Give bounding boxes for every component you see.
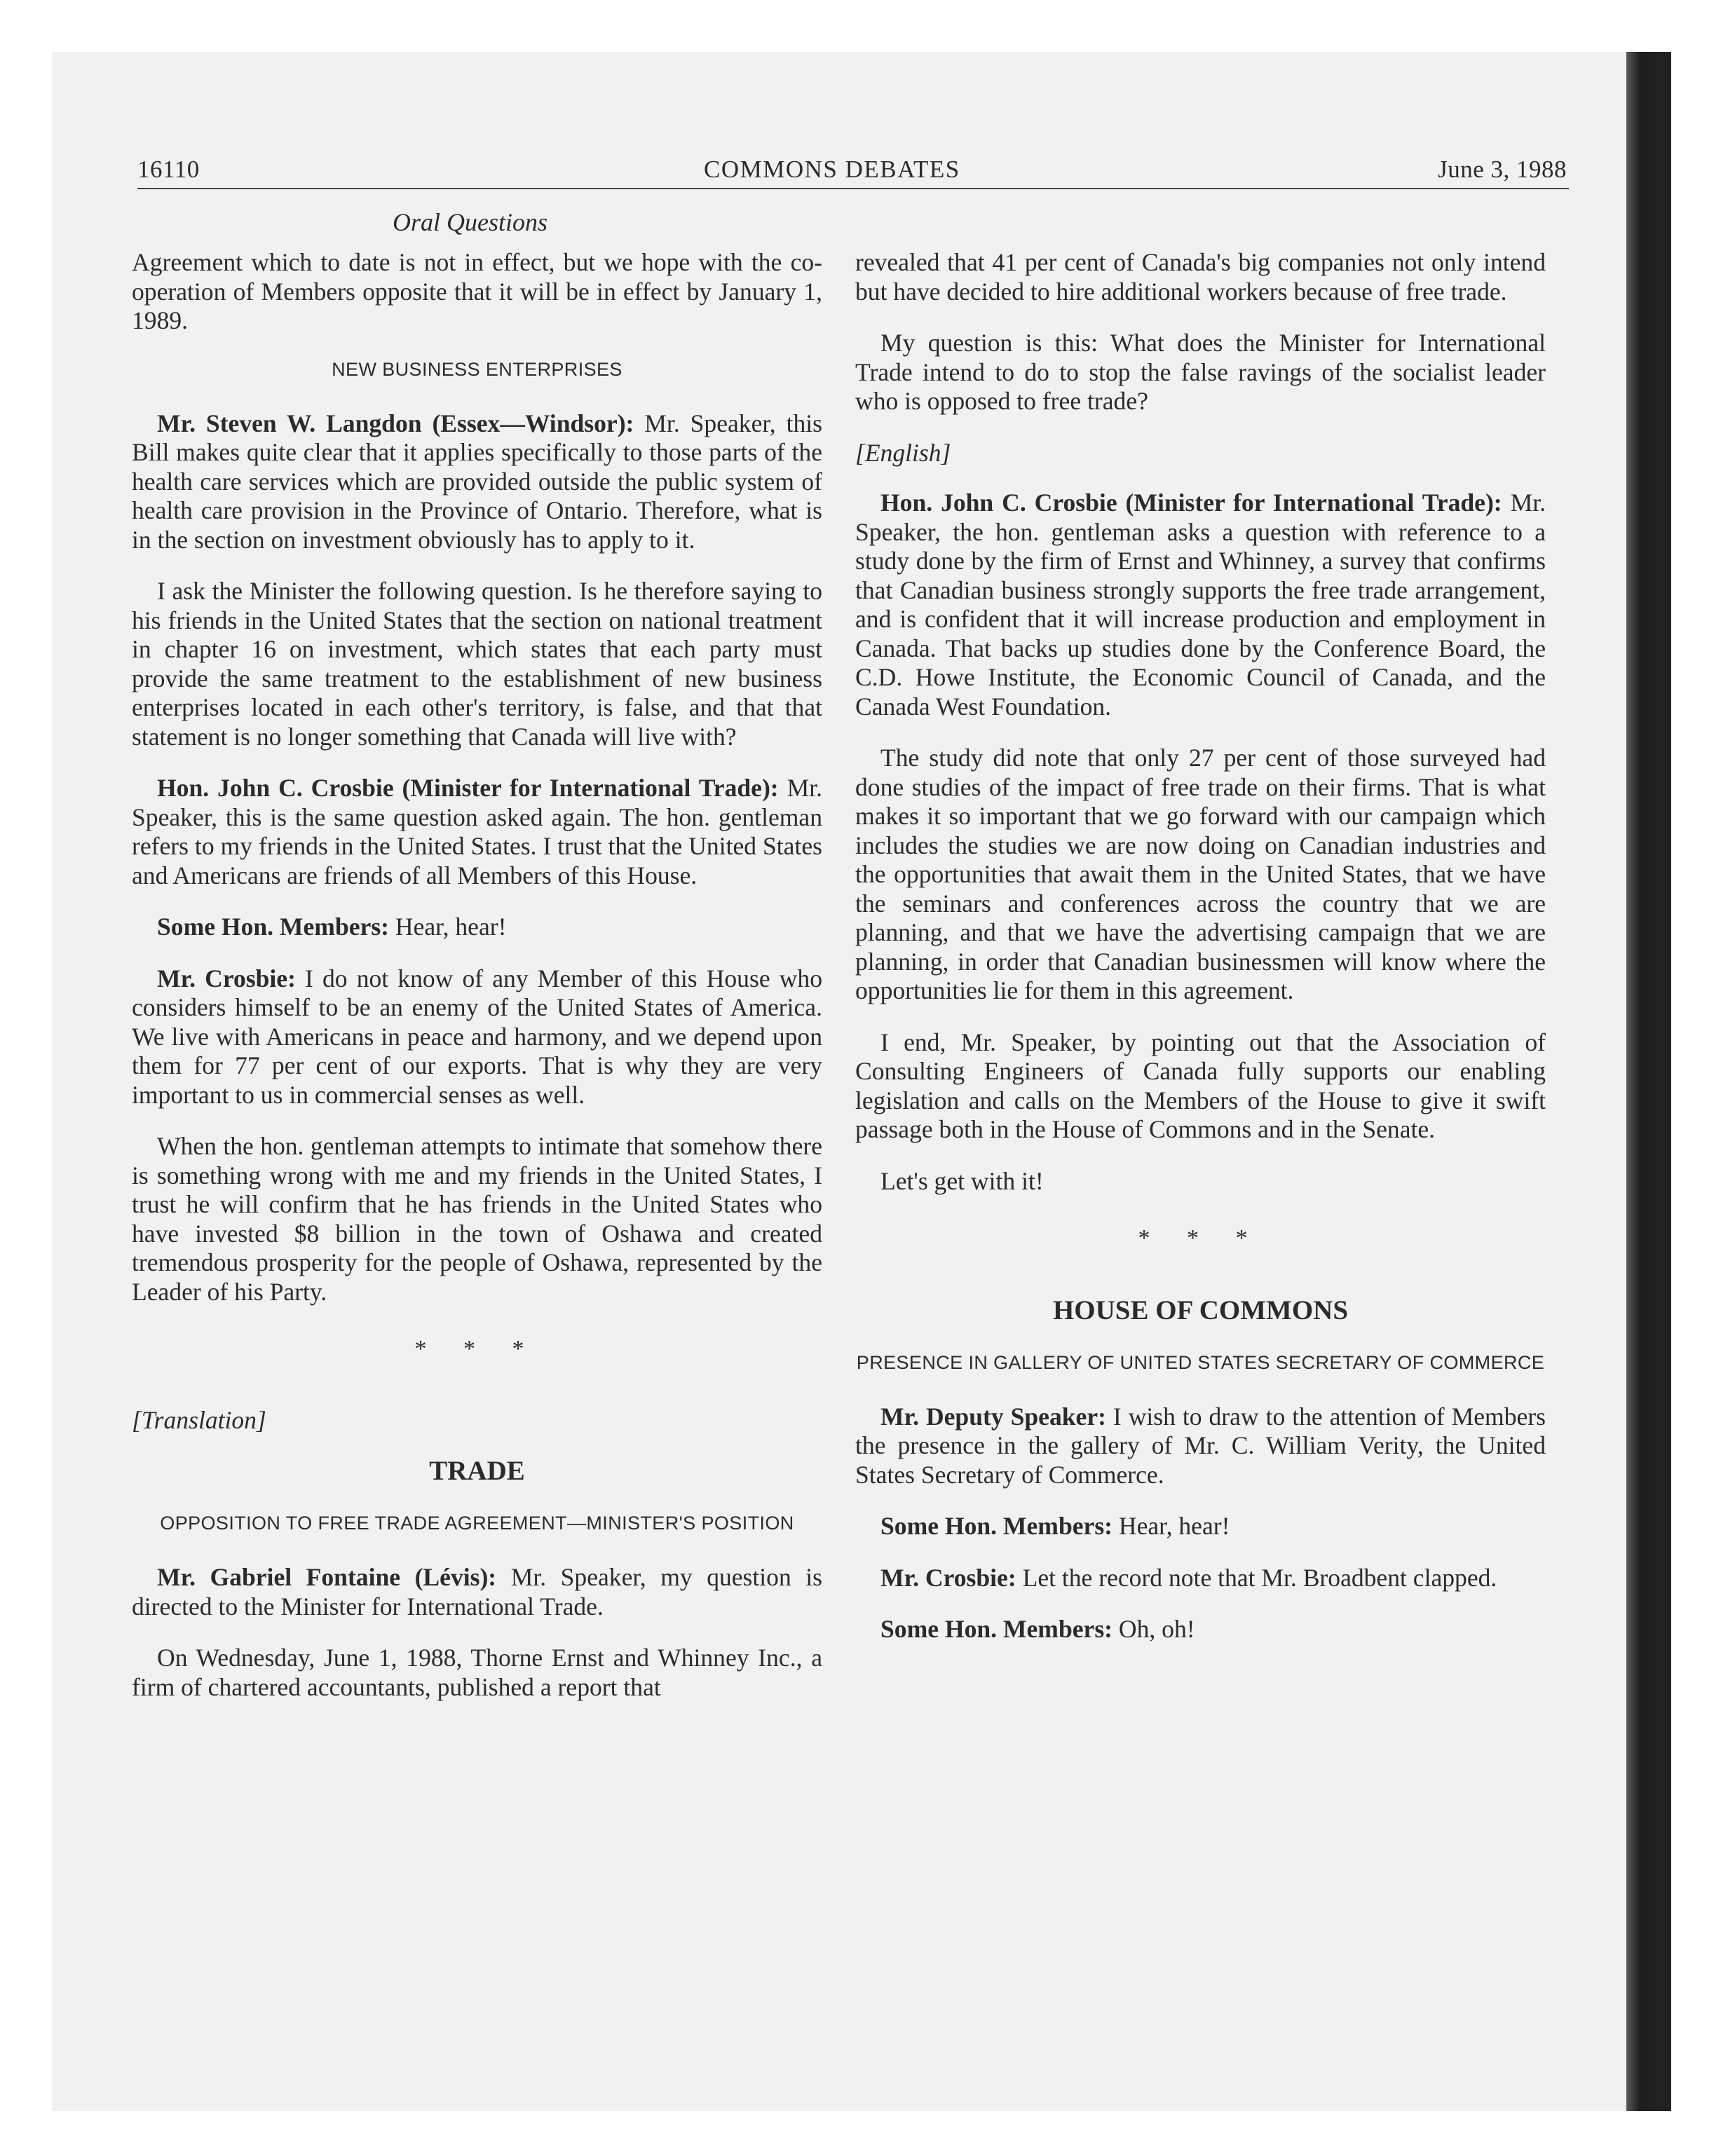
speaker-name: Mr. Steven W. Langdon (Essex—Windsor): [157, 409, 634, 437]
speaker-name: Some Hon. Members: [157, 913, 390, 941]
paragraph: Agreement which to date is not in effect, but we hope with the co-operation of Members opposite that it will be in effect by January 1, 1989. [132, 248, 822, 334]
paragraph: Let's get with it! [880, 1166, 1044, 1195]
subheading: PRESENCE IN GALLERY OF UNITED STATES SECRETARY OF COMMERCE [856, 1351, 1545, 1373]
issue-date: June 3, 1988 [1438, 156, 1567, 183]
section-heading: HOUSE OF COMMONS [1052, 1295, 1349, 1325]
speech-paragraph [855, 489, 1546, 721]
speaker-name: Mr. Crosbie: [157, 964, 296, 992]
section-heading: TRADE [429, 1456, 525, 1486]
section-separator: * * * [1138, 1225, 1263, 1251]
section-label: Oral Questions [393, 208, 548, 236]
speaker-name: Hon. John C. Crosbie (Minister for International Trade): [880, 489, 1502, 517]
speaker-name: Mr. Crosbie: [880, 1563, 1016, 1592]
page-number: 16110 [137, 156, 200, 183]
speech-paragraph [855, 1512, 1546, 1541]
speaker-name: Hon. John C. Crosbie (Minister for International Trade): [157, 774, 779, 802]
speaker-name: Some Hon. Members: [880, 1512, 1113, 1540]
page-binding-edge [1626, 52, 1671, 2111]
section-separator: * * * [414, 1336, 540, 1362]
paragraph: On Wednesday, June 1, 1988, Thorne Ernst and Whinney Inc., a firm of chartered accountants, published a report that [132, 1644, 822, 1701]
translation-label: [Translation] [132, 1405, 266, 1434]
speech-paragraph [855, 1403, 1546, 1490]
speech-text: Mr. Speaker, my question is directed to the Minister for International Trade. [132, 1563, 823, 1621]
speaker-name: Mr. Deputy Speaker: [880, 1402, 1106, 1431]
right-column [855, 248, 1546, 1667]
speech-text: Hear, hear! [389, 913, 507, 941]
speech-text: Mr. Speaker, the hon. gentleman asks a question with reference to a study done by the firm of Ernst and Whinney, a survey that confirms that Canadian business strongly supports the free trade arrangement, and is confident that it will increase production and employment in Canada. That backs up studies done by the Conference Board, the C.D. Howe Institute, the Economic Council of Canada, and the Canada West Foundation. [855, 489, 1546, 721]
speech-paragraph [855, 1615, 1546, 1644]
paragraph: I end, Mr. Speaker, by pointing out that the Association of Consulting Engineers of Canada fully supports our enabling legislation and calls on the Members of the House to give it swift passage both in the House of Commons and in the Senate. [855, 1028, 1546, 1143]
speech-text: Mr. Speaker, this Bill makes quite clear that it applies specifically to those parts of the health care services which are provided outside the public system of health care provision in the Province of Ontario. Therefore, what is in the section on investment obviously has to apply to it. [132, 409, 822, 554]
journal-title: COMMONS DEBATES [704, 156, 960, 183]
speech-text: Hear, hear! [1113, 1512, 1230, 1540]
paragraph: The study did note that only 27 per cent of those surveyed had done studies of the impact of free trade on their firms. That is what makes it so important that we go forward with our campaign which includes the studies we are now doing on Canadian industries and the opportunities that await them in the United States, that we have the seminars and conferences across the country that we are planning, and that we have the advertising campaign that we are planning, in order that Canadian businessmen will know where the opportunities lie for them in this agreement. [855, 744, 1546, 1004]
speaker-name: Some Hon. Members: [880, 1615, 1113, 1643]
speech-paragraph [132, 409, 822, 555]
paragraph: I ask the Minister the following question. Is he therefore saying to his friends in the United States that the section on national treatment in chapter 16 on investment, which states that each party must provide the same treatment to the establishment of new business enterprises located in each other's territory, is false, and that that statement is no longer something that Canada will live with? [132, 577, 822, 751]
speech-paragraph [132, 1563, 822, 1621]
speech-text: Let the record note that Mr. Broadbent clapped. [1016, 1563, 1497, 1592]
speech-paragraph [132, 913, 822, 942]
subheading: OPPOSITION TO FREE TRADE AGREEMENT—MINISTER'S POSITION [160, 1513, 794, 1534]
speech-paragraph [132, 774, 822, 890]
speaker-name: Mr. Gabriel Fontaine (Lévis): [157, 1563, 497, 1591]
speech-paragraph [855, 1564, 1546, 1593]
speech-text: Oh, oh! [1113, 1615, 1195, 1643]
speech-text: I do not know of any Member of this House who considers himself to be an enemy of the United States of America. We live with Americans in peace and harmony, and we depend upon them for 77 per cent of our exports. That is why they are very important to us in commercial senses as well. [132, 964, 823, 1109]
english-label: [English] [855, 438, 951, 467]
subheading: NEW BUSINESS ENTERPRISES [332, 358, 622, 380]
speech-paragraph [132, 964, 822, 1110]
paragraph: My question is this: What does the Minister for International Trade intend to do to stop the false ravings of the socialist leader who is opposed to free trade? [855, 329, 1546, 415]
speech-text: I wish to draw to the attention of Members the presence in the gallery of Mr. C. William Verity, the United States Secretary of Commerce. [855, 1402, 1546, 1489]
header-rule [137, 188, 1569, 189]
left-column [132, 248, 822, 1724]
paragraph: When the hon. gentleman attempts to intimate that somehow there is something wrong with me and my friends in the United States, I trust he will confirm that he has friends in the United States who have invested $8 billion in the town of Oshawa and created tremendous prosperity for the people of Oshawa, represented by the Leader of his Party. [132, 1132, 822, 1306]
paragraph: revealed that 41 per cent of Canada's big companies not only intend but have decided to hire additional workers because of free trade. [855, 248, 1546, 306]
speech-text: Mr. Speaker, this is the same question asked again. The hon. gentleman refers to my friends in the United States. I trust that the United States and Americans are friends of all Members of this House. [132, 774, 822, 889]
